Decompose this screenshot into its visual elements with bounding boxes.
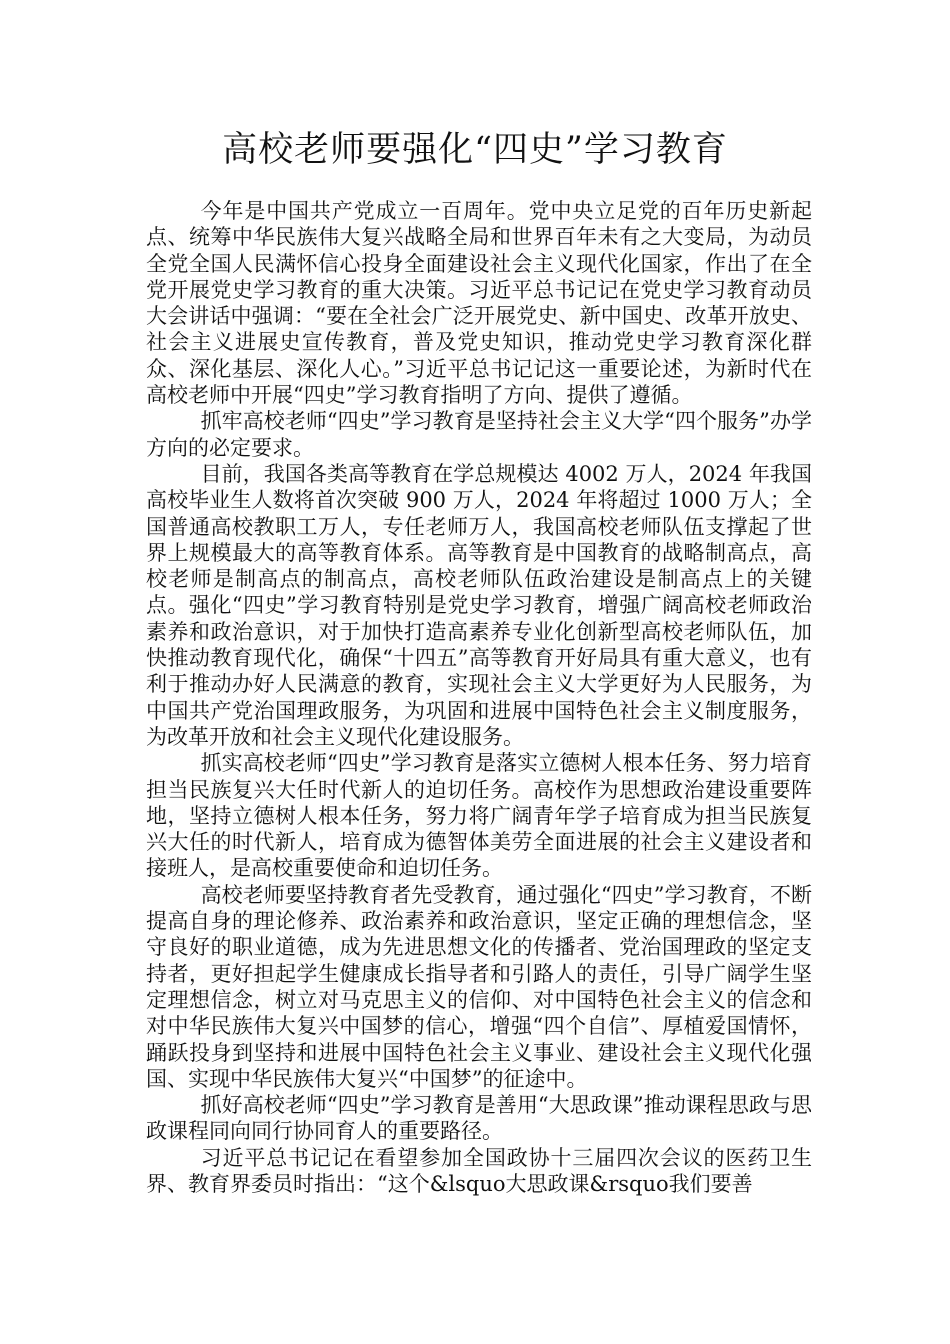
document-title: 高校老师要强化“四史”学习教育	[222, 130, 728, 170]
paragraph: 抓牢高校老师“四史”学习教育是坚持社会主义大学“四个服务”办学方向的必定要求。	[146, 409, 812, 460]
paragraph: 习近平总书记记在看望参加全国政协十三届四次会议的医药卫生界、教育界委员时指出：“这个&lsquo大思政课&rsquo我们要善	[146, 1145, 812, 1196]
paragraph: 抓好高校老师“四史”学习教育是善用“大思政课”推动课程思政与思政课程同向同行协同育人的重要路径。	[146, 1093, 812, 1144]
paragraph: 抓实高校老师“四史”学习教育是落实立德树人根本任务、努力培育担当民族复兴大任时代新人的迫切任务。高校作为思想政治建设重要阵地，坚持立德树人根本任务，努力将广阔青年学子培育成为担当民族复兴大任的时代新人，培育成为德智体美劳全面进展的社会主义建设者和接班人，是高校重要使命和迫切任务。	[146, 751, 812, 881]
paragraph: 目前，我国各类高等教育在学总规模达 4002 万人，2024 年我国高校毕业生人数将首次突破 900 万人，2024 年将超过 1000 万人；全国普通高校教职工万人，专任老师万人，我国高校老师队伍支撑起了世界上规模最大的高等教育体系。高等教育是中国教育的战略制高点，高校老师是制高点的制高点，高校老师队伍政治建设是制高点上的关键点。强化“四史”学习教育特别是党史学习教育，增强广阔高校老师政治素养和政治意识，对于加快打造高素养专业化创新型高校老师队伍，加快推动教育现代化，确保“十四五”高等教育开好局具有重大意义，也有利于推动办好人民满意的教育，实现社会主义大学更好为人民服务，为中国共产党治国理政服务，为巩固和进展中国特色社会主义制度服务，为改革开放和社会主义现代化建设服务。	[146, 461, 812, 749]
paragraph: 今年是中国共产党成立一百周年。党中央立足党的百年历史新起点、统筹中华民族伟大复兴战略全局和世界百年未有之大变局，为动员全党全国人民满怀信心投身全面建设社会主义现代化国家，作出了在全党开展党史学习教育的重大决策。习近平总书记记在党史学习教育动员大会讲话中强调：“要在全社会广泛开展党史、新中国史、改革开放史、社会主义进展史宣传教育，普及党史知识，推动党史学习教育深化群众、深化基层、深化人心。”习近平总书记记这一重要论述，为新时代在高校老师中开展“四史”学习教育指明了方向、提供了遵循。	[146, 199, 812, 408]
document-body	[146, 198, 812, 1197]
paragraph: 高校老师要坚持教育者先受教育，通过强化“四史”学习教育，不断提高自身的理论修养、政治素养和政治意识，坚定正确的理想信念，坚守良好的职业道德，成为先进思想文化的传播者、党治国理政的坚定支持者，更好担起学生健康成长指导者和引路人的责任，引导广阔学生坚定理想信念，树立对马克思主义的信仰、对中国特色社会主义的信念和对中华民族伟大复兴中国梦的信心，增强“四个自信”、厚植爱国情怀，踊跃投身到坚持和进展中国特色社会主义事业、建设社会主义现代化强国、实现中华民族伟大复兴“中国梦”的征途中。	[146, 882, 812, 1091]
